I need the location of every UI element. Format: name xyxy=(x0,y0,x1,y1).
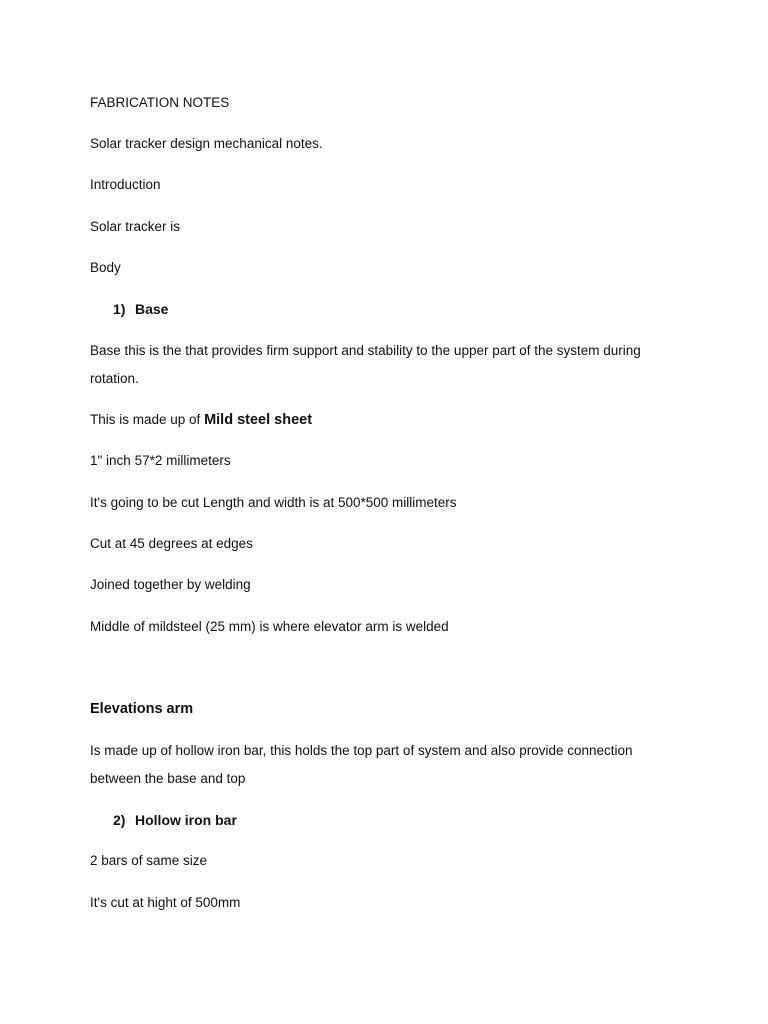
base-description: Base this is the that provides firm support and stability to the upper part of the system during rotation. xyxy=(90,343,641,386)
bar-spec-1: 2 bars of same size xyxy=(90,853,208,868)
base-spec-4: Joined together by welding xyxy=(90,577,251,592)
base-spec-1: 1" inch 57*2 millimeters xyxy=(90,453,231,468)
document-title: FABRICATION NOTES xyxy=(90,95,230,110)
section-1-title: Base xyxy=(135,301,169,317)
base-spec-3: Cut at 45 degrees at edges xyxy=(90,536,253,551)
body-heading: Body xyxy=(90,260,121,275)
intro-text: Solar tracker is xyxy=(90,219,181,234)
section-2-number: 2) xyxy=(113,812,126,828)
section-2-heading xyxy=(113,806,237,834)
material-name: Mild steel sheet xyxy=(204,412,313,428)
section-1-number: 1) xyxy=(113,301,126,317)
base-spec-5: Middle of mildsteel (25 mm) is where elevator arm is welded xyxy=(90,619,449,634)
material-line xyxy=(90,406,680,434)
section-2-title: Hollow iron bar xyxy=(135,812,237,828)
section-1-heading xyxy=(113,295,168,323)
material-prefix: This is made up of xyxy=(90,412,205,427)
bar-spec-2: It's cut at hight of 500mm xyxy=(90,895,241,910)
elevation-description: Is made up of hollow iron bar, this holds the top part of system and also provide connection between the base and top xyxy=(90,743,633,786)
intro-heading: Introduction xyxy=(90,177,161,192)
base-spec-2: It's going to be cut Length and width is at 500*500 millimeters xyxy=(90,495,457,510)
document-subtitle: Solar tracker design mechanical notes. xyxy=(90,136,323,151)
elevation-heading: Elevations arm xyxy=(90,701,194,717)
